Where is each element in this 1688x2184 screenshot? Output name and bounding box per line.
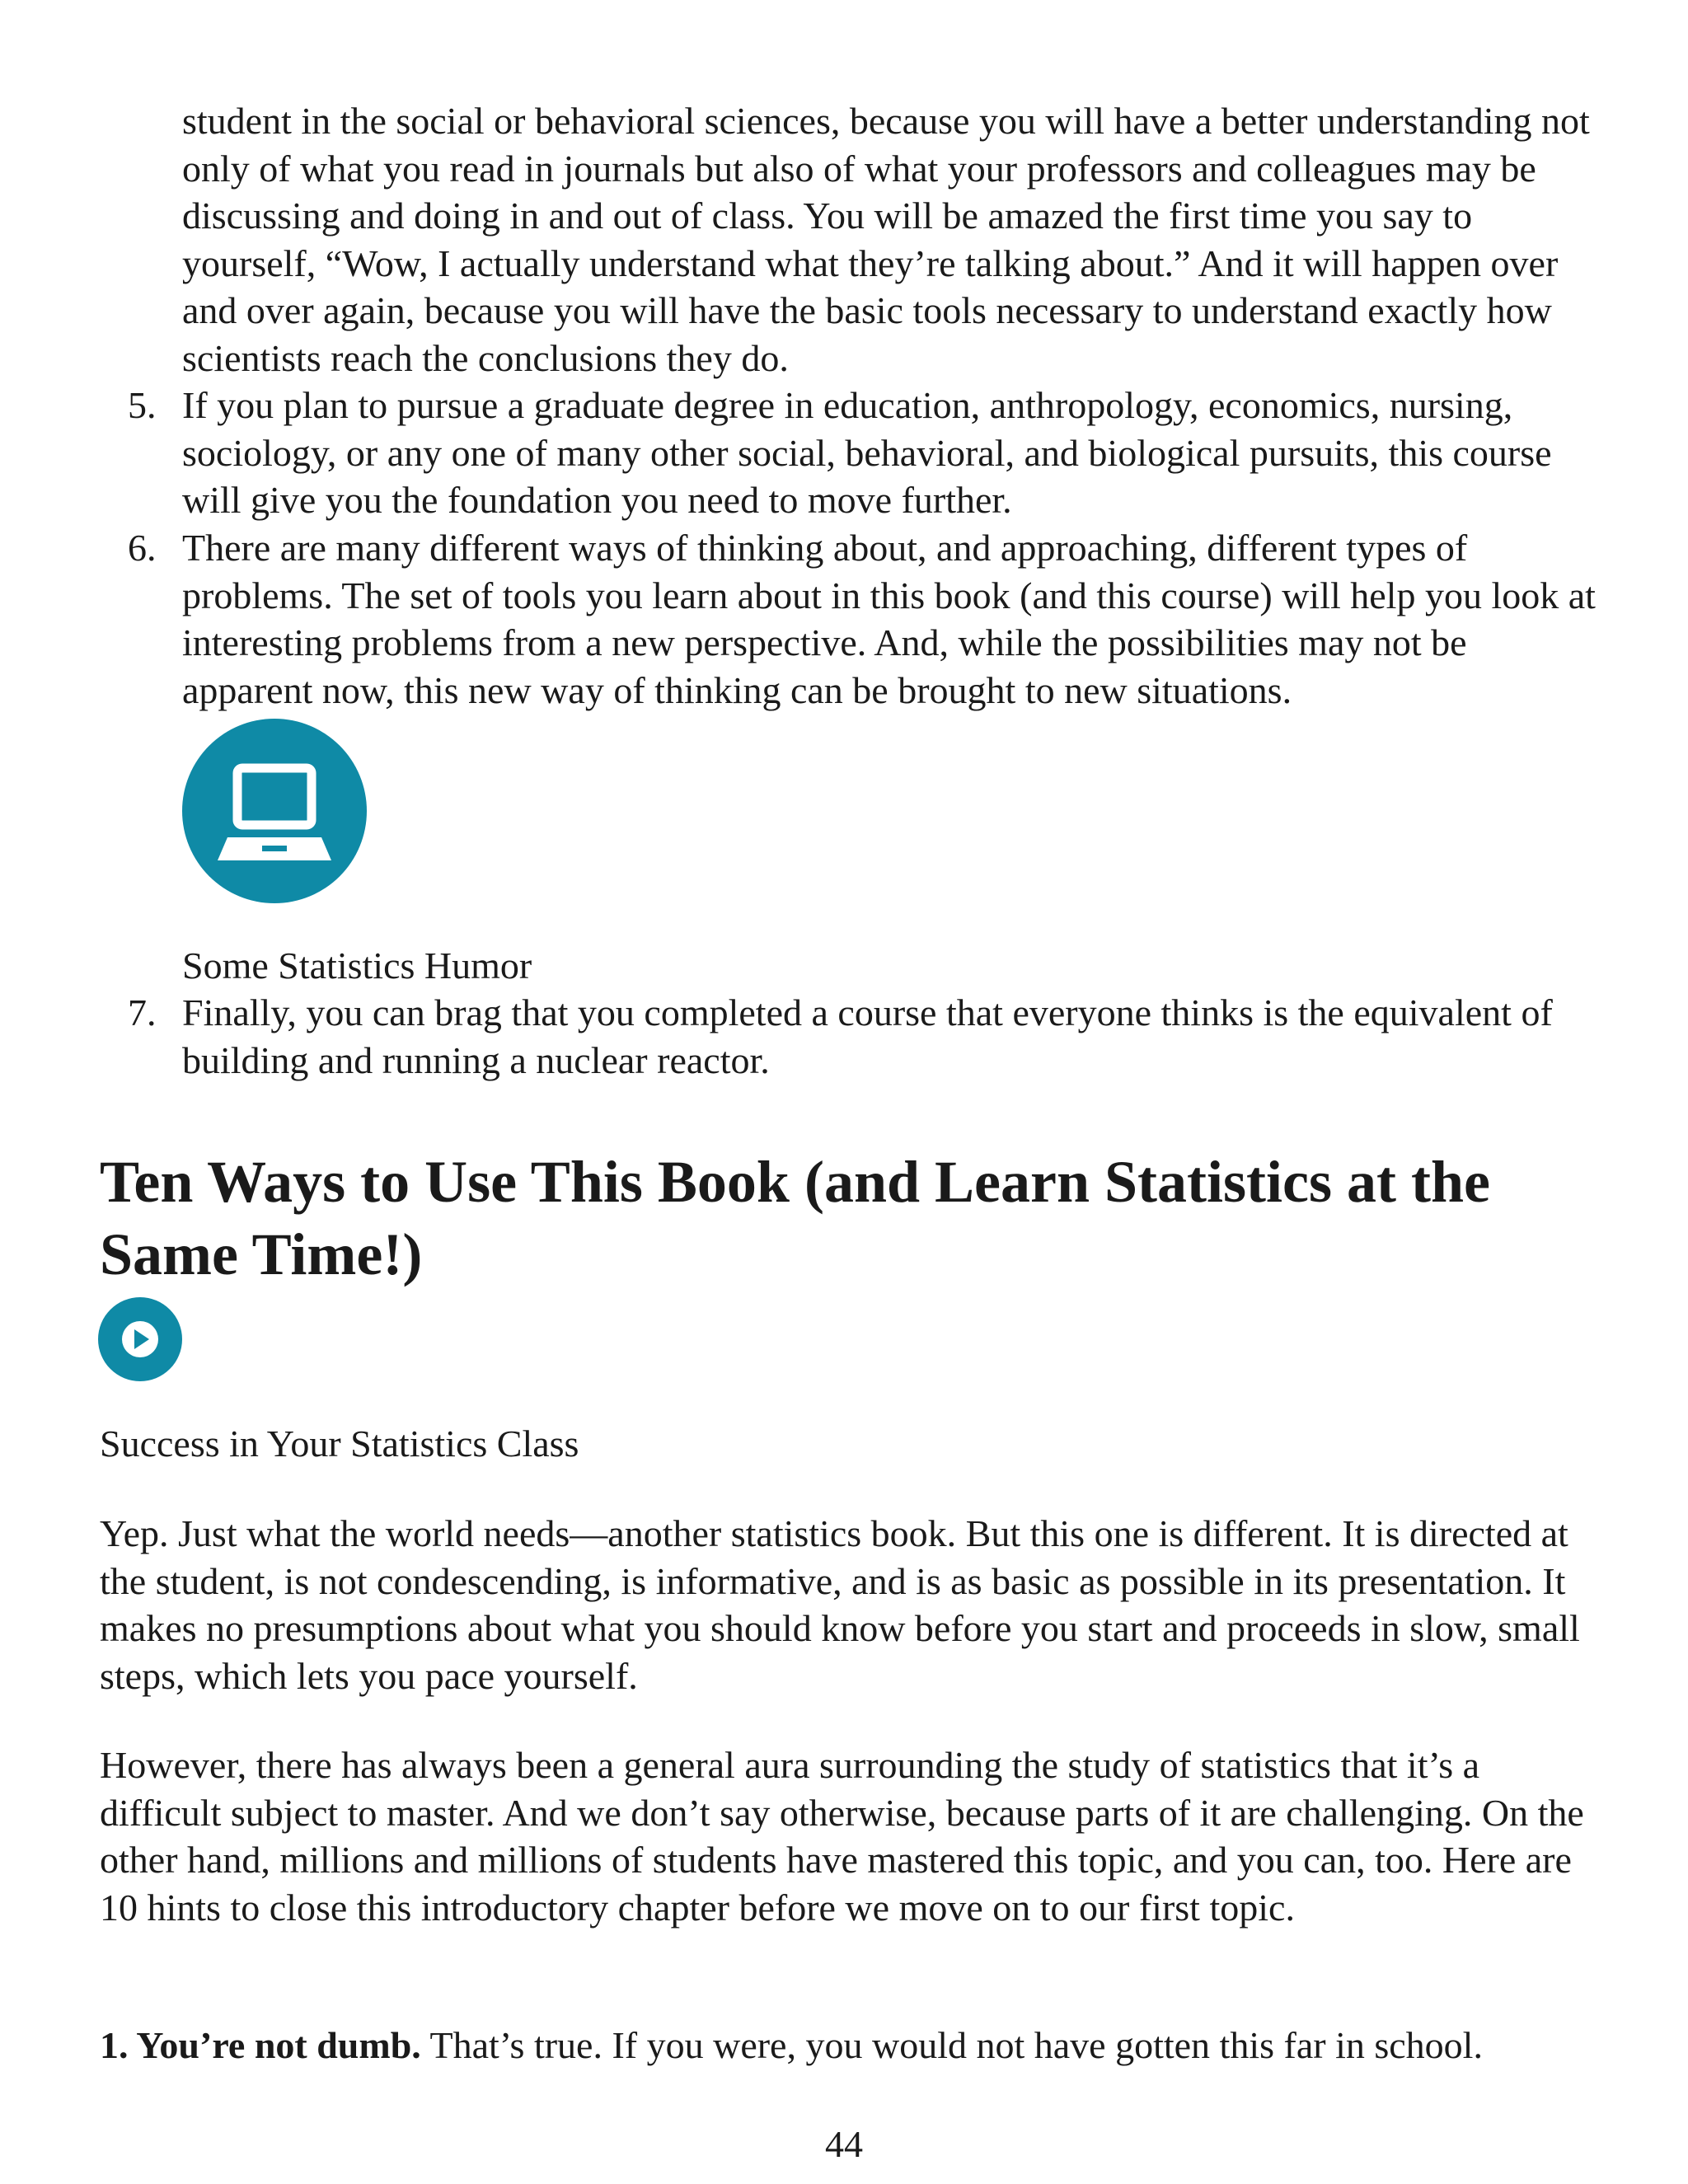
hint-1-text: That’s true. If you were, you would not have gotten this far in school. xyxy=(420,2024,1483,2066)
hint-1-title: 1. You’re not dumb. xyxy=(100,2024,421,2066)
list-item-text: Finally, you can brag that you completed a course that everyone thinks is the equivalent of building and running a nuclear reactor. xyxy=(182,991,1553,1081)
play-icon[interactable] xyxy=(98,1297,182,1385)
hint-1 xyxy=(100,2022,1600,2069)
section-heading: Ten Ways to Use This Book (and Learn Statistics at the Same Time!) xyxy=(100,1149,1490,1287)
list-number: 5. xyxy=(128,384,157,426)
body-paragraph: However, there has always been a general aura surrounding the study of statistics that it’s a difficult subject to master. And we don’t say otherwise, because parts of it are challenging. On the other hand, millions and millions of students have mastered this topic, and you can, too. Here are 10 hints to close this introductory chapter before we move on to our first topic. xyxy=(100,1744,1584,1929)
video-caption: Success in Your Statistics Class xyxy=(100,1422,579,1465)
list-number: 7. xyxy=(128,991,157,1033)
laptop-icon-caption: Some Statistics Humor xyxy=(182,944,532,987)
page-number: 44 xyxy=(825,2123,863,2165)
continued-paragraph: student in the social or behavioral sciences, because you will have a better understanding not only of what you read in journals but also of what your professors and colleagues may be discussing and doing in and out of class. You will be amazed the first time you say to yourself, “Wow, I actually understand what they’re talking about.” And it will happen over and over again, because you will have the basic tools necessary to understand exactly how scientists reach the conclusions they do. xyxy=(182,100,1590,379)
list-item-text: There are many different ways of thinking about, and approaching, different types of problems. The set of tools you learn about in this book (and this course) will help you look at interesting problems from a new perspective. And, while the possibilities may not be apparent now, this new way of thinking can be brought to new situations. xyxy=(182,527,1596,711)
laptop-icon[interactable] xyxy=(182,719,367,907)
body-paragraph: Yep. Just what the world needs—another statistics book. But this one is different. It is directed at the student, is not condescending, is informative, and is as basic as possible in its presentation. It makes no presumptions about what you should know before you start and proceeds in slow, small steps, which lets you pace yourself. xyxy=(100,1512,1580,1697)
list-number: 6. xyxy=(128,527,157,569)
list-item-text: If you plan to pursue a graduate degree in education, anthropology, economics, nursing, sociology, or any one of many other social, behavioral, and biological pursuits, this course will give you the foundation you need to move further. xyxy=(182,384,1552,521)
